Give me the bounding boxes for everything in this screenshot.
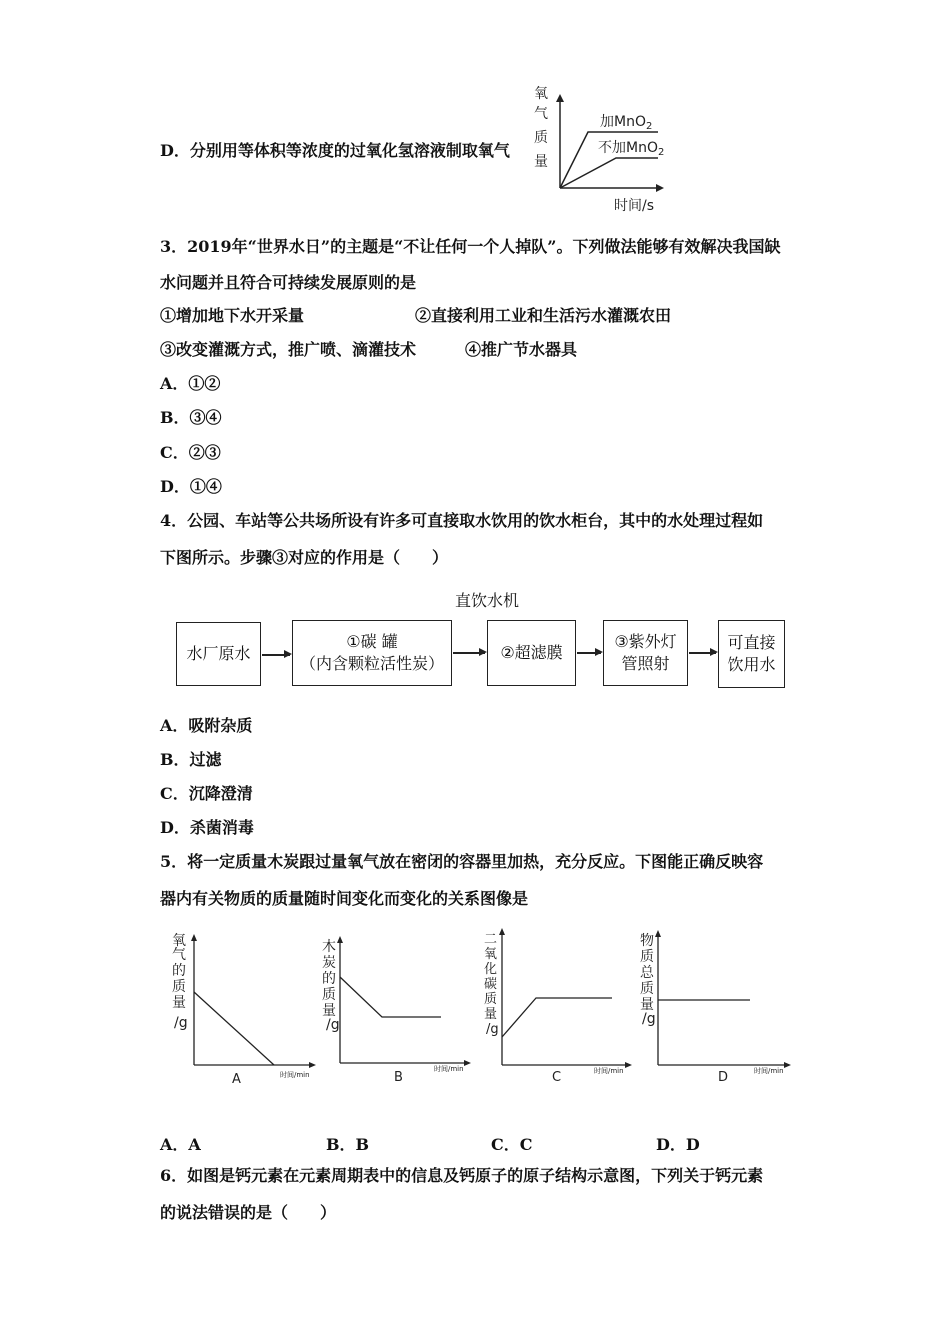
- graph-ylabel-2: 气: [534, 106, 548, 122]
- chart-b-line: [340, 977, 441, 1017]
- q3-option-a[interactable]: A．①②: [160, 374, 221, 393]
- chart-a-ylabel-2: 气: [172, 947, 186, 963]
- q3-stem-line1: 3．2019年“世界水日”的主题是“不让任何一个人掉队”。下列做法能够有效解决我国缺: [160, 237, 781, 256]
- chart-d-unit: /g: [642, 1011, 656, 1027]
- graph-ylabel-1: 氧: [534, 86, 548, 102]
- q5-option-b[interactable]: B．B: [326, 1135, 370, 1154]
- chart-d-ylabel-4: 质: [640, 981, 654, 997]
- graph-y-arrow: [556, 94, 564, 102]
- chart-c-ylabel-6: 量: [484, 1007, 498, 1022]
- chart-d-xlabel: 时间/min: [754, 1067, 784, 1075]
- chart-d-caption: D: [718, 1070, 729, 1085]
- q3-option-d[interactable]: D．①④: [160, 477, 222, 496]
- flow-box-ultrafilter: ②超滤膜: [487, 620, 576, 686]
- chart-a-ylabel-1: 氧: [172, 933, 186, 949]
- q4-stem-line2: 下图所示。步骤③对应的作用是（ ）: [160, 548, 449, 567]
- flow-arrow-4: [689, 652, 716, 654]
- label-with-mno2: 加MnO$_2$: [600, 114, 653, 132]
- chart-d: [640, 930, 791, 1085]
- chart-b-ylabel-2: 炭: [322, 955, 336, 971]
- flow-box-uv: ③紫外灯 管照射: [603, 620, 688, 686]
- q4-stem-line1: 4．公园、车站等公共场所设有许多可直接取水饮用的饮水柜台，其中的水处理过程如: [160, 511, 764, 530]
- chart-c-y-arrow: [499, 928, 505, 935]
- chart-a-x-arrow: [309, 1062, 316, 1068]
- q4-option-a[interactable]: A．吸附杂质: [160, 716, 253, 735]
- q4-option-d[interactable]: D．杀菌消毒: [160, 818, 254, 837]
- flow-arrow-2: [453, 652, 485, 654]
- q3-stem-line2: 水问题并且符合可持续发展原则的是: [160, 273, 417, 292]
- q5-stem-line1: 5．将一定质量木炭跟过量氧气放在密闭的容器里加热，充分反应。下图能正确反映容: [160, 852, 764, 871]
- chart-a-ylabel-4: 质: [172, 979, 186, 995]
- q2-option-d[interactable]: D．分别用等体积等浓度的过氧化氢溶液制取氧气: [160, 141, 510, 160]
- flow-title: 直饮水机: [455, 591, 520, 610]
- chart-a-line: [194, 992, 274, 1065]
- chart-d-y-arrow: [655, 930, 661, 937]
- q6-stem-line2: 的说法错误的是（ ）: [160, 1203, 337, 1222]
- chart-c: [484, 928, 632, 1085]
- chart-c-ylabel-5: 质: [484, 992, 498, 1007]
- chart-d-ylabel-1: 物: [640, 933, 654, 949]
- q5-charts: [160, 925, 800, 1095]
- chart-b-unit: /g: [326, 1017, 340, 1033]
- flow-box-raw-water: 水厂原水: [176, 622, 261, 686]
- chart-b-xlabel: 时间/min: [434, 1065, 464, 1073]
- chart-d-x-arrow: [784, 1062, 791, 1068]
- chart-c-ylabel-1: 二: [484, 932, 498, 947]
- flow-arrow-3: [577, 652, 601, 654]
- line-without-mno2: [560, 158, 658, 188]
- label-without-mno2: 不加MnO$_2$: [598, 140, 665, 158]
- chart-a-xlabel: 时间/min: [280, 1071, 310, 1079]
- chart-a-ylabel-5: 量: [172, 995, 186, 1011]
- q6-stem-line1: 6．如图是钙元素在元素周期表中的信息及钙原子的原子结构示意图，下列关于钙元素: [160, 1166, 764, 1185]
- chart-d-ylabel-2: 质: [640, 949, 654, 965]
- chart-c-ylabel-4: 碳: [484, 977, 498, 992]
- chart-a-caption: A: [232, 1072, 241, 1087]
- graph-ylabel-3: 质: [534, 130, 548, 146]
- chart-c-line: [502, 998, 612, 1037]
- flow-box-carbon: ①碳 罐 （内含颗粒活性炭）: [292, 620, 452, 686]
- chart-b-y-arrow: [337, 936, 343, 943]
- q4-option-c[interactable]: C．沉降澄清: [160, 784, 253, 803]
- chart-b-x-arrow: [464, 1060, 471, 1066]
- q3-item-1: ①增加地下水开采量: [160, 306, 305, 325]
- q3-item-2: ②直接利用工业和生活污水灌溉农田: [415, 306, 672, 325]
- chart-b-ylabel-4: 质: [322, 987, 336, 1003]
- chart-c-unit: /g: [486, 1022, 499, 1037]
- flow-box-drinkable: 可直接 饮用水: [718, 620, 785, 688]
- graph-x-arrow: [656, 184, 664, 192]
- chart-c-ylabel-3: 化: [484, 962, 498, 977]
- chart-d-ylabel-5: 量: [640, 997, 654, 1013]
- chart-a-y-arrow: [191, 934, 197, 941]
- q5-option-c[interactable]: C．C: [491, 1135, 533, 1154]
- chart-c-ylabel-2: 氧: [484, 947, 498, 962]
- chart-b-ylabel-1: 木: [322, 939, 336, 955]
- chart-a: [172, 933, 316, 1087]
- chart-c-caption: C: [552, 1070, 562, 1085]
- q3-item-4: ④推广节水器具: [465, 340, 578, 359]
- graph-ylabel-4: 量: [534, 154, 548, 170]
- chart-c-x-arrow: [625, 1062, 632, 1068]
- q3-item-3: ③改变灌溉方式，推广喷、滴灌技术: [160, 340, 417, 359]
- chart-a-unit: /g: [174, 1015, 188, 1031]
- chart-a-ylabel-3: 的: [172, 963, 186, 979]
- flow-arrow-1: [262, 654, 290, 656]
- chart-c-xlabel: 时间/min: [594, 1067, 624, 1075]
- q5-stem-line2: 器内有关物质的质量随时间变化而变化的关系图像是: [160, 889, 529, 908]
- mno2-graph: [528, 80, 688, 215]
- q5-option-d[interactable]: D．D: [656, 1135, 700, 1154]
- q4-option-b[interactable]: B．过滤: [160, 750, 222, 769]
- chart-b-caption: B: [394, 1070, 403, 1085]
- graph-xlabel: 时间/s: [614, 198, 655, 214]
- chart-d-ylabel-3: 总: [640, 965, 654, 981]
- q3-option-b[interactable]: B．③④: [160, 408, 222, 427]
- q5-option-a[interactable]: A．A: [160, 1135, 201, 1154]
- chart-b-ylabel-5: 量: [322, 1003, 336, 1019]
- q3-option-c[interactable]: C．②③: [160, 443, 221, 462]
- chart-b-ylabel-3: 的: [322, 971, 336, 987]
- chart-b: [322, 936, 471, 1085]
